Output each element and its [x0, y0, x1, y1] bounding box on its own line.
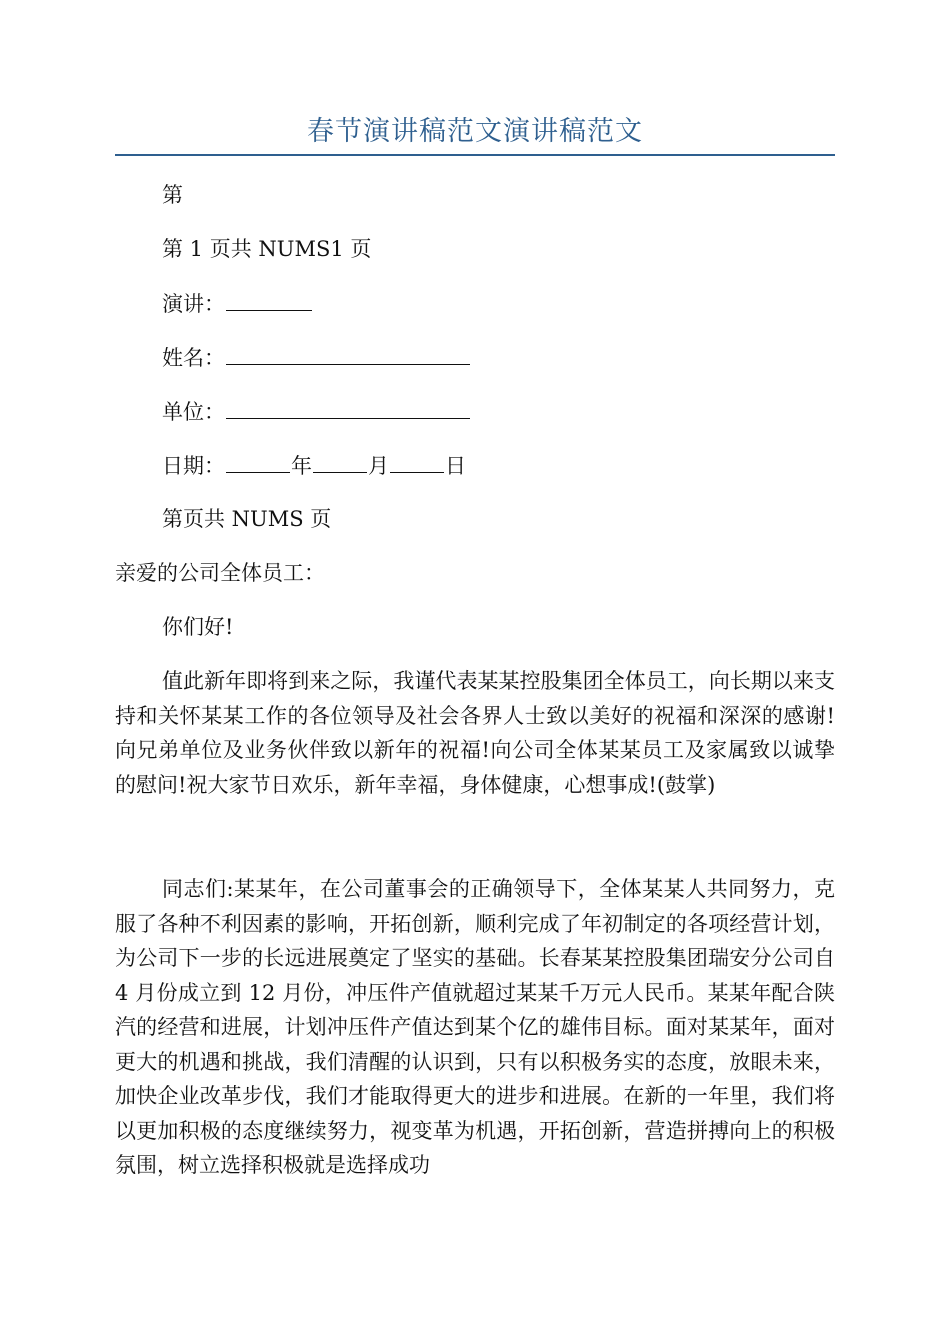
- speech-label: 演讲：: [162, 292, 225, 316]
- body-paragraph-2: 同志们:某某年，在公司董事会的正确领导下，全体某某人共同努力，克服了各种不利因素的影响，开拓创新，顺利完成了年初制定的各项经营计划，为公司下一步的长远进展奠定了坚实的基础。长春某某控股集团瑞安分公司自 4 月份成立到 12 月份，冲压件产值就超过某某千万元人民币。某某年配合陕汽的经营和进展，计划冲压件产值达到某个亿的雄伟目标。面对某某年，面对更大的机遇和挑战，我们清醒的认识到，只有以积极务实的态度，放眼未来，加快企业改革步伐，我们才能取得更大的进步和进展。在新的一年里，我们将以更加积极的态度继续努力，视变革为机遇，开拓创新，营造拼搏向上的积极氛围，树立选择积极就是选择成功: [115, 877, 835, 1177]
- name-label: 姓名：: [162, 346, 225, 370]
- salutation: 亲爱的公司全体员工：: [115, 561, 325, 585]
- page-count-line-1: 第 1 页共 NUMS1 页: [162, 237, 372, 261]
- speech-blank: [226, 288, 312, 311]
- date-label: 日期：: [162, 454, 225, 478]
- name-line: [162, 342, 471, 373]
- unit-blank: [226, 396, 470, 419]
- greeting: 你们好!: [162, 615, 234, 639]
- unit-line: [162, 396, 471, 427]
- date-day-label: 日: [445, 454, 466, 478]
- speech-line: [162, 288, 313, 319]
- date-day-blank: [390, 450, 444, 473]
- date-line: [162, 450, 466, 481]
- header-line-first: 第: [162, 183, 183, 207]
- date-month-blank: [313, 450, 367, 473]
- unit-label: 单位：: [162, 400, 225, 424]
- page-count-line-2: 第页共 NUMS 页: [162, 507, 332, 531]
- title-divider: [115, 154, 835, 156]
- body-paragraph-1: 值此新年即将到来之际，我谨代表某某控股集团全体员工，向长期以来支持和关怀某某工作的各位领导及社会各界人士致以美好的祝福和深深的感谢!向兄弟单位及业务伙伴致以新年的祝福!向公司全体某某员工及家属致以诚挚的慰问!祝大家节日欢乐，新年幸福，身体健康，心想事成!(鼓掌): [115, 669, 835, 797]
- document-title: 春节演讲稿范文演讲稿范文: [307, 116, 643, 147]
- date-year-label: 年: [291, 454, 312, 478]
- date-year-blank: [226, 450, 290, 473]
- date-month-label: 月: [368, 454, 389, 478]
- name-blank: [226, 342, 470, 365]
